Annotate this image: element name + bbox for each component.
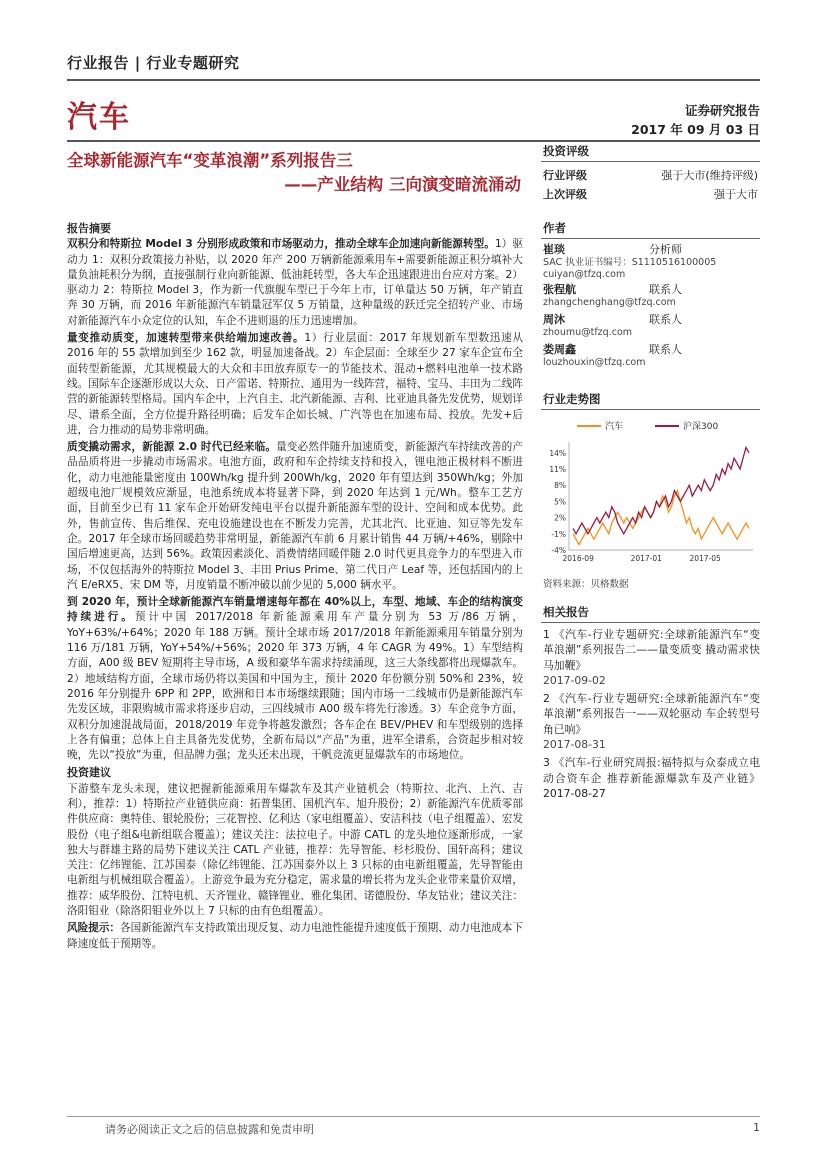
footer-divider <box>67 1116 760 1117</box>
x-tick-label: 2016-09 <box>562 554 594 563</box>
author-role: 联系人 <box>649 343 682 356</box>
previous-rating-row <box>541 185 760 204</box>
author-role: 联系人 <box>649 313 682 326</box>
related-heading: 相关报告 <box>541 602 760 623</box>
author-email[interactable]: zhoumu@tfzq.com <box>543 327 633 338</box>
author-name: 崔琰 <box>543 243 565 256</box>
summary-p1-body: 1）驱动力 1：双积分政策接力补贴，以 2020 年产 200 万辆新能源乘用车+需要新能源正积分填补大量负油耗积分为纲，直接强制行业向新能源、低油耗转型，各大车企迅速跟进出台应对方案。2）驱动力 2：特斯拉 Model 3，作为新一代旗舰车型已于今年上市，订单量达 50 万辆，年产销直奔 30 万辆，而 2016 年新能源汽车销量冠军仅 5 万销量，这种量级的跃迁完全招转产业、市场对新能源汽车小众定位的认知，车企不进则退的压力迅速增加。 <box>67 238 523 327</box>
invest-heading: 投资建议 <box>67 766 111 780</box>
report-title <box>67 149 523 197</box>
report-title-line2: ——产业结构 三向演变暗流涌动 <box>284 175 521 194</box>
author-email[interactable]: cuiyan@tfzq.com <box>543 269 626 280</box>
trend-heading: 行业走势图 <box>541 389 760 410</box>
summary-paragraph-2 <box>67 331 523 438</box>
summary-p2-body: 1）行业层面：2017 年规划新车型数迅速从 2016 年的 55 款增加到至少 162 款，明显加速备战。2）车企层面：全球至少 27 家车企宣布全面转型新能源，尤其规模最大的大众和丰田放弃原专一的节能技术、混动+燃料电池单一技术路线。国际车企逐渐形成以大众、日产雷诺、特斯拉、通用为一线阵营，福特、宝马、丰田为二线阵营的新能源转型格局。国内车企中，上汽自主、北汽新能源、吉利、比亚迪具备先发优势，规划详尽、谱系全面，全方位提升路径明确；后发车企如长城、广汽等也在加速布局、投放。先发+后进，合力推动的局势非常明确。 <box>67 332 523 436</box>
report-date: 2017 年 09 月 03 日 <box>631 122 760 137</box>
y-tick-label: 11% <box>549 465 566 474</box>
summary-paragraph-4 <box>67 595 523 763</box>
disclaimer-note: 请务必阅读正文之后的信息披露和免责申明 <box>105 1123 314 1136</box>
y-tick-label: -4% <box>551 546 566 555</box>
report-category: 行业报告 | 行业专题研究 <box>67 54 240 72</box>
summary-p4-lead: 到 2020 年，预计全球新能源汽车销量增速每年都在 40%以上，车型、地域、车企的结构演变持续进行。 <box>67 596 523 624</box>
related-report-date: 2017-08-27 <box>543 786 606 800</box>
trend-chart <box>541 414 760 574</box>
x-tick-label: 2017-05 <box>689 554 721 563</box>
summary-p2-lead: 量变推动质变，加速转型带来供给端加速改善。 <box>67 332 305 345</box>
industry-rating-value: 强于大市(维持评级) <box>661 169 758 182</box>
risk-lead: 风险提示： <box>67 922 121 935</box>
author-entry <box>541 313 760 339</box>
summary-paragraph-1 <box>67 237 523 329</box>
x-tick-label: 2017-01 <box>630 554 662 563</box>
related-report-item[interactable] <box>541 627 760 688</box>
series-line-csi300 <box>573 447 749 533</box>
author-entry <box>541 343 760 369</box>
author-entry <box>541 283 760 309</box>
author-name: 周沐 <box>543 313 565 326</box>
author-role: 联系人 <box>649 283 682 296</box>
authors-heading: 作者 <box>541 218 760 239</box>
related-report-date: 2017-08-31 <box>543 738 606 752</box>
report-title-line1: 全球新能源汽车“变革浪潮”系列报告三 <box>67 151 353 170</box>
summary-p4-body: 预计中国 2017/2018 年新能源乘用车产量分别为 53 万/86 万辆，YoY+63%/+64%；2020 年 188 万辆。预计全球市场 2017/2018 年新能源乘用车销量分别为 116 万/181 万辆，YoY+54%/+56%；2020 年 373 万辆，4 年 CAGR 为 49%。1）车型结构方面，A00 级 BEV 短期将主导市场，A 级和豪华车需求持续涌现，这三大条线都将出现爆款车。2）地域结构方面，全球市场仍将以美国和中国为主，预计 2020 年份额分别 50%和 23%，较 2016 年分别提升 6PP 和 2PP，欧洲和日本市场继续跟随；国内市场一二线城市仍是新能源汽车先发区域，非限购城市需求将逐步启动，三四线城市 A00 级车将先行渗透。3）车企竞争方面，双积分加速混战局面，2018/2019 年竞争将越发激烈；各车企在 BEV/PHEV 和车型级别的选择上各有偏重；总体上自主具备先发优势，全新布局以“产品”为重，进军全谱系，合资起步相对较晚，先以“投放”为重，但品牌力强；龙头还未出现，干帆竞流更显爆款车的市场地位。 <box>67 611 524 762</box>
report-type: 证券研究报告 <box>684 103 760 118</box>
author-cert: SAC 执业证书编号：S1110516100005 <box>543 257 717 268</box>
summary-p3-lead: 质变撬动需求，新能源 2.0 时代已经来临。 <box>67 441 277 454</box>
industry-rating-label: 行业评级 <box>543 169 587 182</box>
related-report-date: 2017-09-02 <box>543 673 606 687</box>
related-report-item[interactable] <box>541 691 760 752</box>
summary-paragraph-3 <box>67 440 523 593</box>
previous-rating-label: 上次评级 <box>543 188 587 201</box>
summary-p1-lead: 双积分和特斯拉 Model 3 分别形成政策和市场驱动力，推动全球车企加速向新能源转型。 <box>67 238 495 251</box>
summary-p3-body: 量变必然伴随升加速质变，新能源汽车持续改善的产品品质将进一步撬动市场需求。电池方面，政府和车企持续支持和投入，锂电池正极材料不断进化，动力电池能量密度由 100Wh/kg 提升到 200Wh/kg，2020 年有望达到 350Wh/kg；外加超级电池厂规模效应渐显，电池系统成本将显著下降，到 2020 年达到 1 元/Wh。整车工艺方面，目前至少已有 11 家车企开始研发纯电平台以提升新能源车型的设计、空间和成本优势。此外，售前宣传、售后维保、充电设施建设也在不断发力完善，尤其北汽、比亚迪、知豆等先发车企。2017 年全球市场回暖趋势非常明显，新能源汽车前 6 月累计销售 44 万辆/+46%，剔除中国后增速更高，达到 56%。政策因素淡化、消费情绪回暖伴随 2.0 时代更具竞争力的车型进入市场，不仅包括海外的特斯拉 Model 3、丰田 Prius Prime、第二代日产 Leaf 等，还包括国内的上汽 E/eRX5、宋 DM 等，月度销量不断冲破以前少见的 5,000 辆水平。 <box>67 441 523 591</box>
author-entry <box>541 243 760 281</box>
summary-column <box>67 221 523 954</box>
series-line-auto <box>573 491 749 545</box>
related-report-title[interactable]: 2 《汽车-行业专题研究:全球新能源汽车“变革浪潮”系列报告一——双轮驱动 车企转型号角已响》 <box>543 692 760 736</box>
related-report-title[interactable]: 1 《汽车-行业专题研究:全球新能源汽车“变革浪潮”系列报告二——量变质变 撬动需求快马加鞭》 <box>543 628 760 672</box>
legend-label: 汽车 <box>605 422 624 432</box>
related-report-item[interactable] <box>541 755 760 801</box>
y-tick-label: 8% <box>554 481 566 491</box>
industry-title: 汽车 <box>67 100 131 135</box>
legend-label: 沪深300 <box>683 422 719 432</box>
summary-heading: 报告摘要 <box>67 222 111 235</box>
y-tick-label: -1% <box>551 529 566 539</box>
author-name: 娄周鑫 <box>543 343 576 356</box>
risk-body: 各国新能源汽车支持政策出现反复、动力电池性能提升速度低于预期、动力电池成本下降速度低于预期等。 <box>67 922 524 950</box>
sidebar <box>541 141 760 804</box>
industry-rating-row <box>541 166 760 185</box>
y-tick-label: 14% <box>549 448 566 458</box>
rating-heading: 投资评级 <box>541 141 760 162</box>
risk-paragraph <box>67 921 523 952</box>
page-number: 1 <box>753 1121 760 1134</box>
author-role: 分析师 <box>649 243 682 256</box>
related-report-title[interactable]: 3 《汽车-行业研究周报:福特拟与众泰成立电动合资车企 推荐新能源爆款车及产业链》 <box>543 756 760 785</box>
trend-chart-svg <box>541 414 760 574</box>
author-name: 张程航 <box>543 283 576 296</box>
chart-source: 资料来源：贝格数据 <box>543 579 629 590</box>
invest-paragraph: 下游整车龙头未现，建议把握新能源乘用车爆款车及其产业链机会（特斯拉、北汽、上汽、吉利），推荐：1）特斯拉产业链供应商：拓普集团、国机汽车、旭升股份；2）新能源汽车优质零部件供应商：奥特佳、银轮股份；三花智控、亿利达（家电组覆盖）、安洁科技（电子组覆盖）、宏发股份（电子组&电新组联合覆盖）；建议关注：法拉电子。中游 CATL 的龙头地位逐渐形成，一家独大与群雄主路的局势下建议关注 CATL 产业链，推荐：先导智能、杉杉股份、国轩高科；建议关注：亿纬锂能、江苏国泰（除亿纬锂能、江苏国泰外以上 3 只标的由电新组覆盖，先导智能由电新组与机械组联合覆盖）。上游竞争最为充分稳定，需求量的增长将为龙头企业带来量价双增，推荐：威华股份、江特电机、天齐锂业、赣锋锂业、雅化集团、诺德股份、华友钴业；建议关注：洛阳钼业（除洛阳钼业外以上 7 只标的由有色组覆盖）。 <box>67 782 523 918</box>
y-tick-label: 2% <box>554 513 566 523</box>
header-divider <box>67 79 760 81</box>
y-tick-label: 5% <box>554 497 566 507</box>
author-email[interactable]: louzhouxin@tfzq.com <box>543 357 646 368</box>
author-email[interactable]: zhangchenghang@tfzq.com <box>543 297 676 308</box>
previous-rating-value: 强于大市 <box>714 188 758 201</box>
